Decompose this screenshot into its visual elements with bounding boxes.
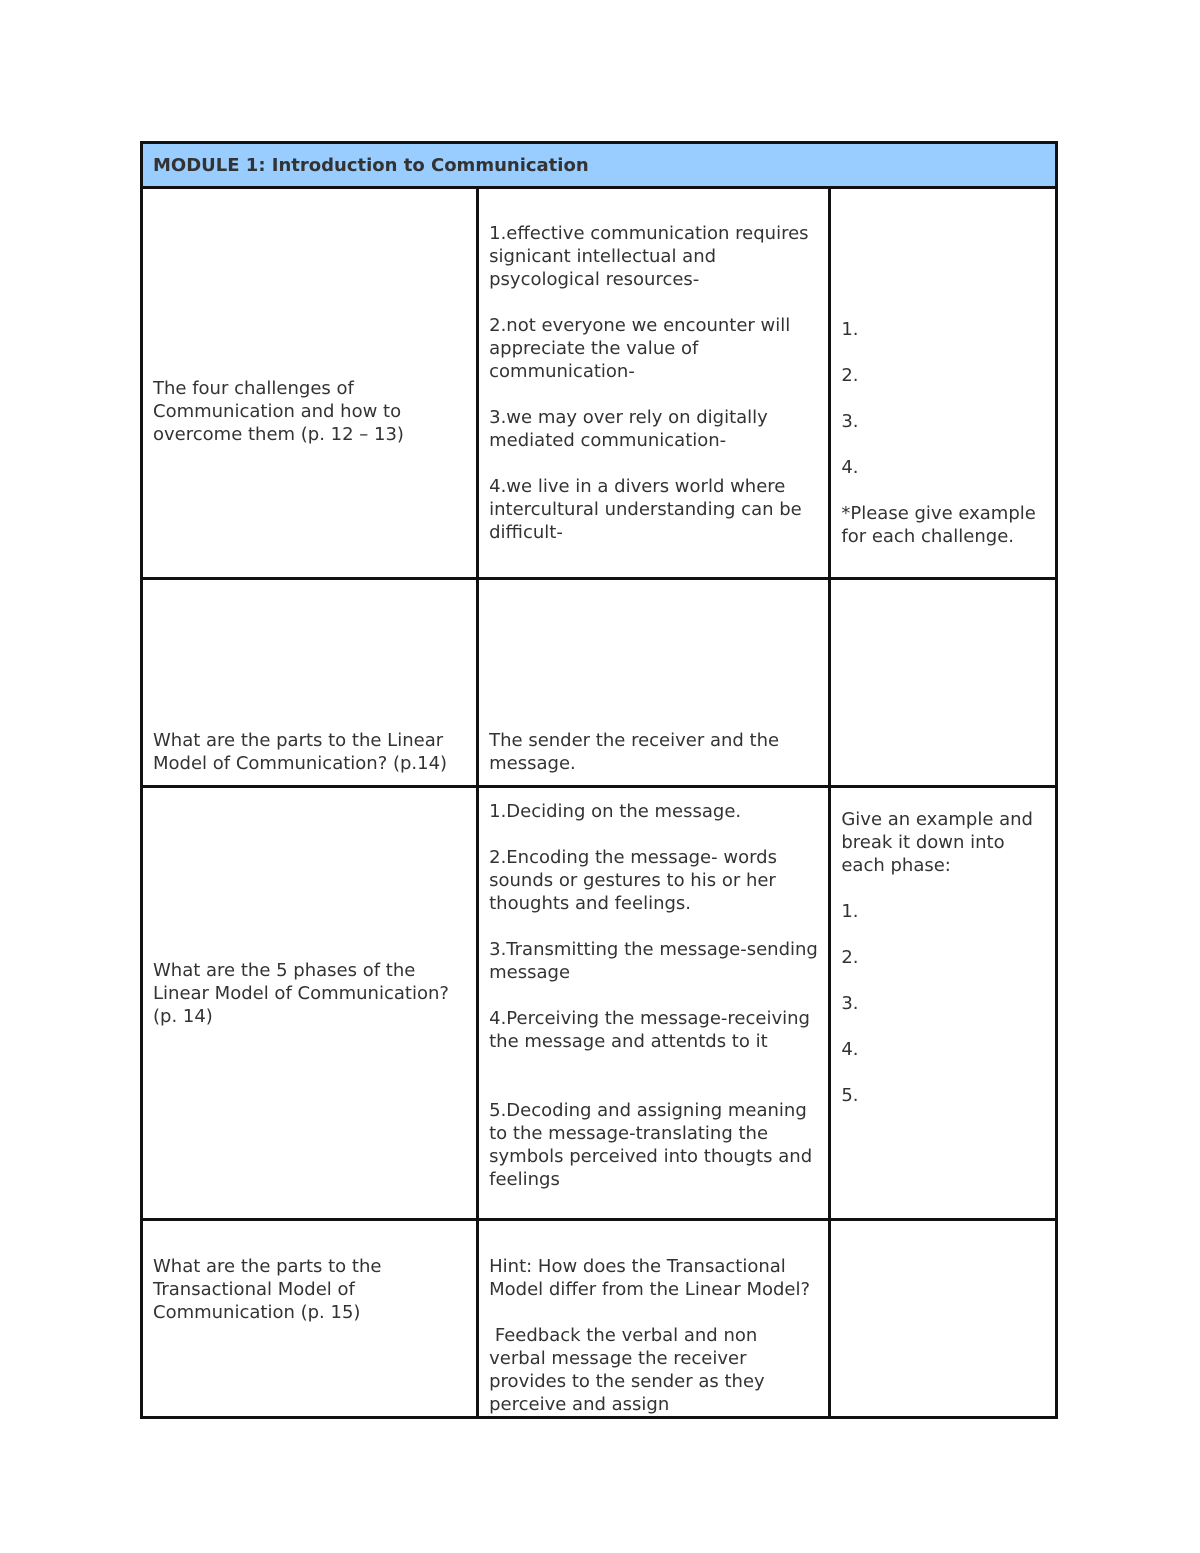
question-text: What are the 5 phases of the Linear Model of Communication? (p. 14) bbox=[153, 959, 449, 1027]
notes-cell bbox=[830, 579, 1057, 787]
answer-text: 2.Encoding the message- words sounds or gestures to his or her thoughts and feelings. bbox=[489, 847, 777, 914]
module-table bbox=[140, 141, 1058, 1419]
answer-text: 1.effective communication requires signicant intellectual and psycological resources- bbox=[489, 223, 809, 290]
answer-cell bbox=[478, 787, 830, 1220]
note-text: 3. bbox=[841, 993, 859, 1014]
note-text: 2. bbox=[841, 947, 859, 968]
table-row bbox=[142, 787, 1057, 1220]
note-text: 1. bbox=[841, 901, 859, 922]
question-cell bbox=[142, 787, 478, 1220]
note-text: 3. bbox=[841, 411, 859, 432]
answer-text: 4.we live in a divers world where intercultural understanding can be difficult- bbox=[489, 476, 802, 543]
answer-cell bbox=[478, 188, 830, 579]
module-title: MODULE 1: Introduction to Communication bbox=[142, 143, 1057, 188]
answer-text: The sender the receiver and the message. bbox=[489, 730, 780, 774]
answer-cell bbox=[478, 579, 830, 787]
answer-cell bbox=[478, 1220, 830, 1418]
note-text: 2. bbox=[841, 365, 859, 386]
note-text: 5. bbox=[841, 1085, 859, 1106]
notes-cell bbox=[830, 787, 1057, 1220]
table-row bbox=[142, 579, 1057, 787]
question-cell bbox=[142, 579, 478, 787]
answer-text: 2.not everyone we encounter will appreciate the value of communication- bbox=[489, 315, 791, 382]
answer-text: Feedback the verbal and non verbal message the receiver provides to the sender as they perceive and assign bbox=[489, 1325, 771, 1415]
question-text: What are the parts to the Transactional Model of Communication (p. 15) bbox=[153, 1256, 382, 1323]
header-row bbox=[142, 143, 1057, 188]
answer-text: Hint: How does the Transactional Model differ from the Linear Model? bbox=[489, 1256, 811, 1300]
notes-cell bbox=[830, 188, 1057, 579]
note-text: 4. bbox=[841, 457, 859, 478]
answer-text: 5.Decoding and assigning meaning to the message-translating the symbols perceived into thougts and feelings bbox=[489, 1100, 813, 1190]
table-row bbox=[142, 188, 1057, 579]
note-text: 4. bbox=[841, 1039, 859, 1060]
question-text: What are the parts to the Linear Model of Communication? (p.14) bbox=[153, 730, 448, 774]
note-text: 1. bbox=[841, 319, 859, 340]
notes-cell bbox=[830, 1220, 1057, 1418]
question-cell bbox=[142, 188, 478, 579]
question-cell bbox=[142, 1220, 478, 1418]
answer-text: 3.we may over rely on digitally mediated communication- bbox=[489, 407, 768, 451]
answer-text: 3.Transmitting the message-sending message bbox=[489, 939, 818, 983]
table-row bbox=[142, 1220, 1057, 1418]
note-text: *Please give example for each challenge. bbox=[841, 503, 1036, 547]
question-text: The four challenges of Communication and how to overcome them (p. 12 – 13) bbox=[153, 377, 404, 445]
note-text: Give an example and break it down into each phase: bbox=[841, 809, 1033, 876]
answer-text: 4.Perceiving the message-receiving the message and attentds to it bbox=[489, 1008, 810, 1052]
answer-text: 1.Deciding on the message. bbox=[489, 801, 742, 822]
